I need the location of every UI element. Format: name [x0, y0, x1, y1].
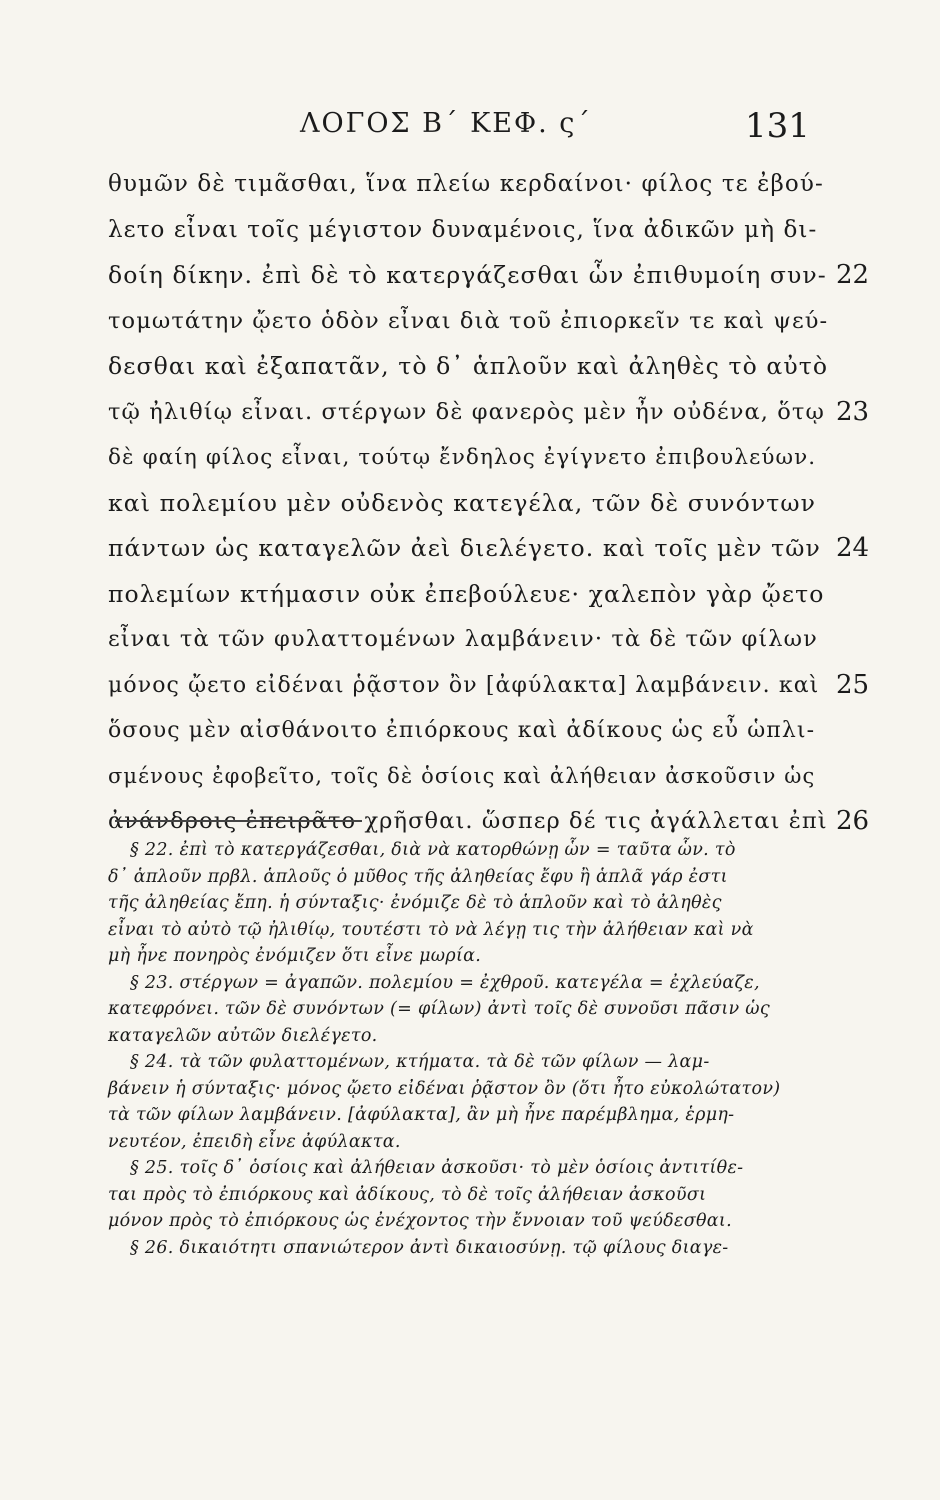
text-line: τῷ ἠλιθίῳ εἶναι. στέργων δὲ φανερὸς μὲν ἦν οὐδένα, ὅτῳ	[108, 398, 825, 425]
text-line: δοίη δίκην. ἐπὶ δὲ τὸ κατεργάζεσθαι ὧν ἐπιθυμοίη συν-	[108, 261, 827, 289]
text-line: πάντων ὡς καταγελῶν ἀεὶ διελέγετο. καὶ τοῖς μὲν τῶν	[108, 534, 821, 562]
text-line: εἶναι τὰ τῶν φυλαττομένων λαμβάνειν· τὰ δὲ τῶν φίλων	[108, 626, 818, 652]
text-line: πολεμίων κτήμασιν οὐκ ἐπεβούλευε· χαλεπὸν γὰρ ᾤετο	[108, 579, 825, 608]
note-line: βάνειν ἡ σύνταξις· μόνος ᾤετο εἰδέναι ῥᾷστον ὂν (ὅτι ἦτο εὐκολώτατον)	[108, 1078, 781, 1099]
running-head: ΛΟΓΟΣ Β΄ ΚΕΦ. ς΄	[300, 108, 592, 139]
note-line: κατεφρόνει. τῶν δὲ συνόντων (= φίλων) ἀντὶ τοῖς δὲ συνοῦσι πᾶσιν ὡς	[108, 999, 770, 1019]
note-line: § 23. στέργων = ἀγαπῶν. πολεμίου = ἐχθροῦ. κατεγέλα = ἐχλεύαζε,	[130, 972, 760, 993]
note-line: μὴ ἦνε πονηρὸς ἐνόμιζεν ὅτι εἶνε μωρία.	[108, 946, 482, 966]
text-line: καὶ πολεμίου μὲν οὐδενὸς κατεγέλα, τῶν δὲ συνόντων	[108, 488, 817, 517]
text-line: δεσθαι καὶ ἐξαπατᾶν, τὸ δ᾽ ἁπλοῦν καὶ ἀληθὲς τὸ αὐτὸ	[108, 352, 829, 380]
note-line: δ᾽ ἁπλοῦν πρβλ. ἁπλοῦς ὁ μῦθος τῆς ἀληθείας ἔφυ ἢ ἁπλᾶ γάρ ἐστι	[108, 866, 728, 887]
text-line: δὲ φαίη φίλος εἶναι, τούτῳ ἔνδηλος ἐγίγνετο ἐπιβουλεύων.	[108, 445, 817, 470]
note-line: καταγελῶν αὐτῶν διελέγετο.	[108, 1025, 378, 1046]
section-numbers	[836, 162, 896, 862]
commentary-notes	[108, 837, 828, 1261]
page-number: 131	[745, 106, 810, 146]
text-line: λετο εἶναι τοῖς μέγιστον δυναμένοις, ἵνα ἀδικῶν μὴ δι-	[108, 216, 818, 243]
note-line: τὰ τῶν φίλων λαμβάνειν. [ἀφύλακτα], ἂν μὴ ἦνε παρέμβλημα, ἑρμη-	[108, 1105, 735, 1125]
note-line: ται πρὸς τὸ ἐπιόρκους καὶ ἀδίκους, τὸ δὲ τοῖς ἀλήθειαν ἀσκοῦσι	[108, 1184, 707, 1205]
note-line: μόνον πρὸς τὸ ἐπιόρκους ὡς ἐνέχοντος τὴν ἔννοιαν τοῦ ψεύδεσθαι.	[108, 1211, 732, 1231]
section-number: 25	[836, 669, 870, 700]
note-line: νευτέον, ἐπειδὴ εἶνε ἀφύλακτα.	[108, 1131, 401, 1152]
note-line: § 24. τὰ τῶν φυλαττομένων, κτήματα. τὰ δὲ τῶν φίλων — λαμ-	[130, 1052, 710, 1072]
main-text	[108, 162, 828, 845]
note-line: § 25. τοῖς δ᾽ ὁσίοις καὶ ἀλήθειαν ἀσκοῦσι· τὸ μὲν ὁσίοις ἀντιτίθε-	[130, 1158, 744, 1178]
note-line: § 26. δικαιότητι σπανιώτερον ἀντὶ δικαιοσύνῃ. τῷ φίλους διαγε-	[130, 1237, 729, 1258]
section-number: 22	[836, 260, 870, 290]
text-line: τομωτάτην ᾤετο ὁδὸν εἶναι διὰ τοῦ ἐπιορκεῖν τε καὶ ψεύ-	[108, 307, 829, 334]
footnote-rule	[115, 820, 362, 822]
text-line: μόνος ᾤετο εἰδέναι ῥᾷστον ὂν [ἀφύλακτα] λαμβάνειν. καὶ	[108, 672, 820, 698]
note-line: εἶναι τὸ αὐτὸ τῷ ἠλιθίῳ, τουτέστι τὸ νὰ λέγῃ τις τὴν ἀλήθειαν καὶ νὰ	[108, 919, 754, 940]
note-line: τῆς ἀληθείας ἔπη. ἡ σύνταξις· ἐνόμιζε δὲ τὸ ἁπλοῦν καὶ τὸ ἀληθὲς	[108, 893, 722, 913]
text-line: ἀνάνδροις ἐπειρᾶτο χρῆσθαι. ὥσπερ δέ τις ἀγάλλεται ἐπὶ	[108, 808, 828, 834]
text-line: ὅσους μὲν αἰσθάνοιτο ἐπιόρκους καὶ ἀδίκους ὡς εὖ ὡπλι-	[108, 718, 816, 743]
text-line: θυμῶν δὲ τιμᾶσθαι, ἵνα πλείω κερδαίνοι· φίλος τε ἐβού-	[108, 171, 824, 197]
section-number: 23	[836, 396, 870, 427]
text-line: σμένους ἐφοβεῖτο, τοῖς δὲ ὁσίοις καὶ ἀλήθειαν ἀσκοῦσιν ὡς	[108, 763, 816, 788]
section-number: 24	[836, 533, 870, 563]
page-header	[0, 108, 940, 148]
note-line: § 22. ἐπὶ τὸ κατεργάζεσθαι, διὰ νὰ κατορθώνῃ ὧν = ταῦτα ὧν. τὸ	[130, 840, 736, 860]
section-number: 26	[836, 806, 870, 836]
